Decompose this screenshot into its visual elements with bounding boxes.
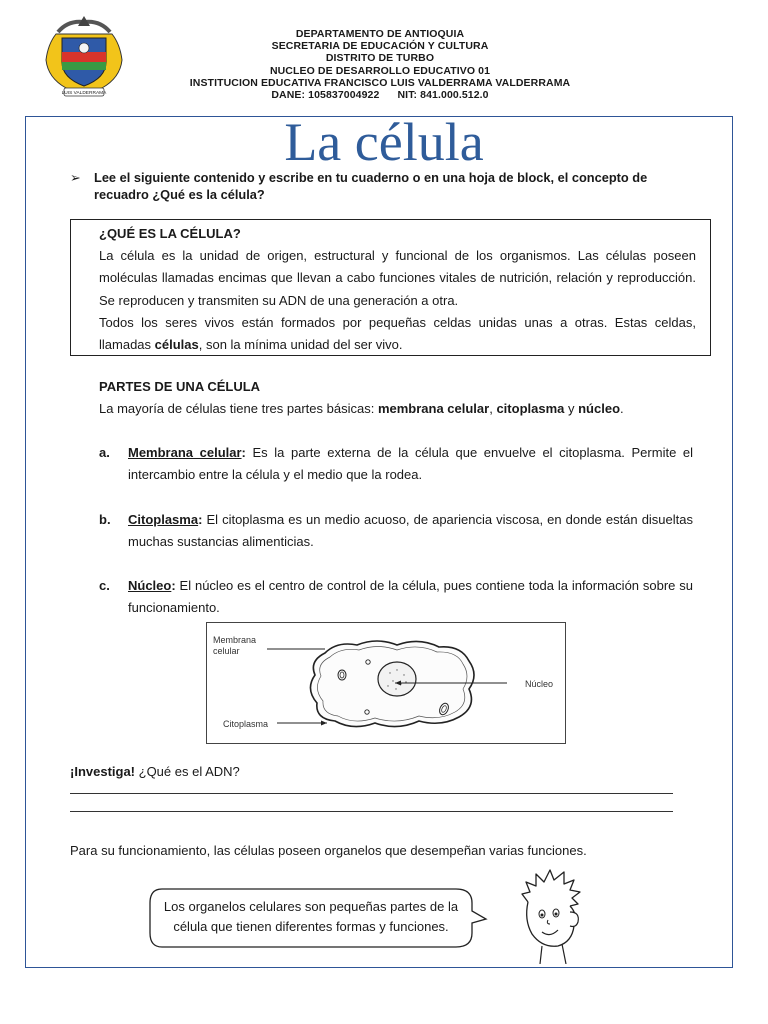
part-item-membrana bbox=[99, 442, 693, 486]
definition-paragraph-1: La célula es la unidad de origen, estructural y funcional de los organismos. Las células poseen moléculas llamadas encimas que llevan a cabo funciones vitales de nutrición, relación y reproducción. Se reproducen y transmiten su ADN de una generación a otra. bbox=[99, 248, 696, 308]
svg-text:LUIS VALDERRAMA: LUIS VALDERRAMA bbox=[61, 91, 107, 96]
instruction-text: Lee el siguiente contenido y escribe en tu cuaderno o en una hoja de block, el concepto de recuadro ¿Qué es la célula? bbox=[94, 170, 648, 202]
header-line: DANE: 105837004922 NIT: 841.000.512.0 bbox=[271, 89, 489, 102]
answer-line[interactable] bbox=[70, 811, 673, 812]
school-crest-logo bbox=[38, 14, 130, 100]
item-body: Núcleo: El núcleo es el centro de control de la célula, pues contiene toda la información sobre su funcionamiento. bbox=[128, 578, 693, 615]
instruction bbox=[70, 170, 700, 203]
item-body: Citoplasma: El citoplasma es un medio acuoso, de apariencia viscosa, en donde están disueltas muchas sustancias alimenticias. bbox=[128, 512, 693, 549]
cell-diagram bbox=[206, 622, 566, 744]
bold-term-celulas: células bbox=[154, 337, 199, 353]
label-citoplasma: Citoplasma bbox=[223, 719, 269, 729]
investiga-question: ¡Investiga! ¿Qué es el ADN? bbox=[70, 764, 240, 779]
bubble-text: Los organelos celulares son pequeñas partes de la célula que tienen diferentes formas y funciones. bbox=[163, 899, 459, 934]
cartoon-boy-illustration bbox=[512, 868, 588, 964]
header-line: DISTRITO DE TURBO bbox=[325, 52, 435, 65]
header-line: INSTITUCION EDUCATIVA FRANCISCO LUIS VALDERRAMA VALDERRAMA bbox=[189, 76, 571, 89]
answer-line[interactable] bbox=[70, 793, 673, 794]
label-nucleo: Núcleo bbox=[525, 679, 554, 689]
part-item-nucleo bbox=[99, 575, 693, 619]
header-line: SECRETARIA DE EDUCACIÓN Y CULTURA bbox=[271, 40, 489, 53]
label-membrana: Membrana bbox=[213, 635, 257, 645]
parts-heading: PARTES DE UNA CÉLULA bbox=[99, 379, 261, 394]
organelos-text: Para su funcionamiento, las células poseen organelos que desempeñan varias funciones. bbox=[70, 843, 587, 858]
parts-intro: La mayoría de células tiene tres partes básicas: membrana celular, citoplasma y núcleo. bbox=[99, 401, 624, 416]
definition-box bbox=[70, 219, 711, 356]
cell-diagram-illustration bbox=[207, 623, 565, 743]
cell-parts-section bbox=[99, 376, 694, 615]
header-line: DEPARTAMENTO DE ANTIOQUIA bbox=[295, 28, 465, 40]
item-body: Membrana celular: Es la parte externa de la célula que envuelve el citoplasma. Permite el intercambio entre la célula y el medio que la rodea. bbox=[128, 445, 694, 482]
item-letter: b. bbox=[99, 512, 111, 527]
definition-paragraph-2: Todos los seres vivos están formados por pequeñas celdas unidas unas a otras. Estas celdas, llamadas células, son la mínima unidad del ser vivo. bbox=[99, 314, 696, 353]
label-celular: celular bbox=[213, 646, 240, 656]
bullet-arrow-icon: ➢ bbox=[70, 170, 81, 185]
school-header bbox=[150, 28, 610, 101]
part-item-citoplasma bbox=[99, 509, 693, 553]
header-line: NUCLEO DE DESARROLLO EDUCATIVO 01 bbox=[269, 64, 491, 77]
item-letter: a. bbox=[99, 445, 110, 460]
definition-heading: ¿QUÉ ES LA CÉLULA? bbox=[99, 226, 241, 241]
item-letter: c. bbox=[99, 578, 110, 593]
page-title: La célula bbox=[284, 112, 484, 172]
